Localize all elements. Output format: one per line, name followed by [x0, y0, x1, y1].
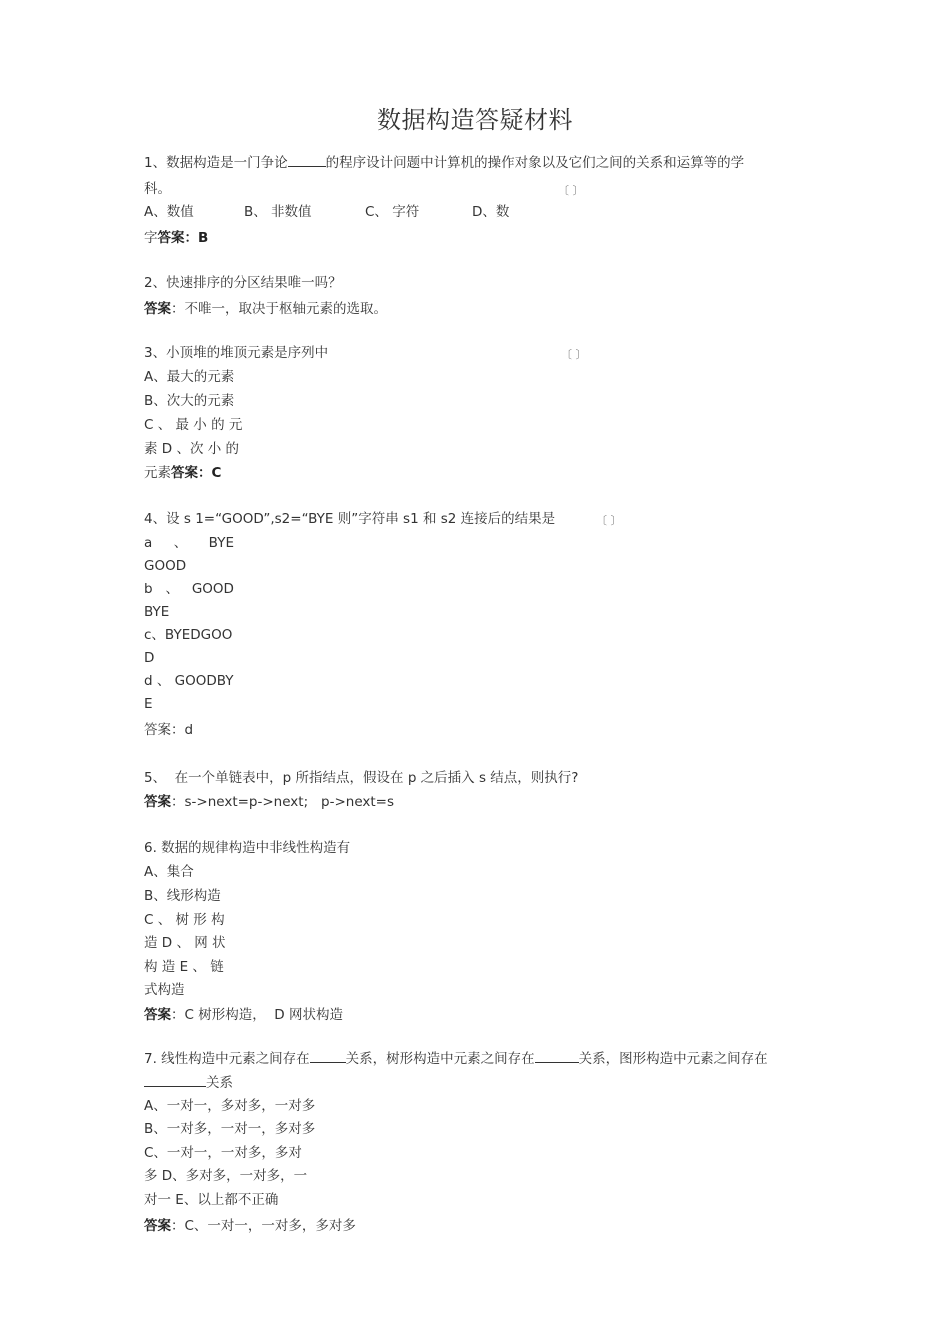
q3-answer-value: ：C [198, 465, 222, 481]
q1-option-d-cont: 字 [144, 230, 158, 246]
q3-bracket: 〔 〕 [561, 348, 587, 361]
q1-bracket: 〔 〕 [558, 184, 584, 197]
q7-option-line: B、一对多，一对一，多对多 [144, 1121, 316, 1137]
q4-option-line: BYE [144, 604, 170, 620]
q7-text-a: 7. 线性构造中元素之间存在 [144, 1051, 310, 1067]
q7-option-line: A、一对一，多对多，一对多 [144, 1098, 316, 1114]
q6-option-line: 构 造 E 、 链 [144, 959, 224, 975]
q2-question: 2、快速排序的分区结果唯一吗？ [144, 275, 342, 291]
q4-bracket: 〔 〕 [596, 514, 622, 527]
q7-line2 [144, 1074, 233, 1092]
q7-option-line: 多 D、多对多，一对多，一 [144, 1168, 308, 1184]
q3-option-cont: 元素 [144, 465, 171, 481]
q6-option-line: C 、 树 形 构 [144, 912, 225, 928]
answer-label: 答案 [144, 1007, 171, 1023]
answer-label: 答案 [157, 230, 185, 246]
q1-text-pre: 1、数据构造是一门争论 [144, 155, 288, 171]
q4-question: 4、设 s 1=“GOOD”,s2=“BYE 则”字符串 s1 和 s2 连接后的结果是 [144, 511, 556, 527]
q1-option-b: B、 非数值 [244, 204, 312, 220]
q7-text-d: 关系 [206, 1075, 233, 1091]
q1-blank [288, 154, 326, 167]
q3-option-line: C 、 最 小 的 元 [144, 417, 243, 433]
q3-option-line: 素 D 、次 小 的 [144, 441, 240, 457]
q4-option-line: b 、 GOOD [144, 581, 234, 597]
q6-option-line: B、线形构造 [144, 888, 221, 904]
answer-label: 答案 [171, 465, 198, 481]
q5-answer [144, 793, 394, 811]
document-title: 数据构造答疑材料 [377, 106, 573, 134]
q7-text-b: 关系，树形构造中元素之间存在 [345, 1051, 535, 1067]
q3-question: 3、小顶堆的堆顶元素是序列中 [144, 345, 329, 361]
q6-option-line: A、集合 [144, 864, 194, 880]
q3-answer [144, 464, 221, 482]
q6-question: 6. 数据的规律构造中非线性构造有 [144, 840, 351, 856]
q7-option-line: C、一对一，一对多，多对 [144, 1145, 302, 1161]
q7-blank-1 [310, 1050, 346, 1063]
q4-option-line: E [144, 696, 153, 712]
q1-line2: 科。 [144, 181, 171, 197]
q4-option-line: d 、 GOODBY [144, 673, 234, 689]
q5-answer-value: ：s->next=p->next; p->next=s [171, 794, 395, 810]
q3-option-line: B、次大的元素 [144, 393, 235, 409]
q7-answer-value: ：C、一对一，一对多，多对多 [171, 1218, 356, 1234]
answer-label: 答案 [144, 301, 171, 317]
q7-answer [144, 1217, 356, 1235]
q2-answer [144, 300, 387, 318]
q7-option-line: 对一 E、以上都不正确 [144, 1192, 279, 1208]
q4-option-line: D [144, 650, 155, 666]
q6-option-line: 造 D 、 网 状 [144, 935, 226, 951]
q4-answer: 答案：d [144, 722, 194, 738]
q1-options [144, 203, 509, 221]
q3-option-line: A、最大的元素 [144, 369, 235, 385]
q7-line1 [144, 1050, 768, 1068]
q7-blank-3 [144, 1074, 206, 1087]
q4-option-line: GOOD [144, 558, 187, 574]
q6-answer [144, 1006, 343, 1024]
q6-option-line: 式构造 [144, 982, 185, 998]
answer-label: 答案 [144, 794, 171, 810]
q1-answer [144, 229, 208, 247]
q4-option-line: a 、 BYE [144, 535, 234, 551]
q1-line1 [144, 154, 744, 172]
q4-option-line: c、BYEDGOO [144, 627, 233, 643]
answer-label: 答案 [144, 1218, 171, 1234]
q1-text-post: 的程序设计问题中计算机的操作对象以及它们之间的关系和运算等的学 [325, 155, 745, 171]
q6-answer-value: ：C 树形构造， D 网状构造 [171, 1007, 343, 1023]
q1-option-a: A、数值 [144, 204, 194, 220]
q5-question: 5、 在一个单链表中，p 所指结点，假设在 p 之后插入 s 结点，则执行? [144, 770, 579, 786]
q1-option-d: D、数 [472, 204, 510, 220]
q7-blank-2 [535, 1050, 579, 1063]
q1-answer-value: ：B [184, 230, 209, 246]
q2-answer-value: ：不唯一，取决于枢轴元素的选取。 [171, 301, 387, 317]
q1-option-c: C、 字符 [365, 204, 420, 220]
q7-text-c: 关系，图形构造中元素之间存在 [578, 1051, 768, 1067]
